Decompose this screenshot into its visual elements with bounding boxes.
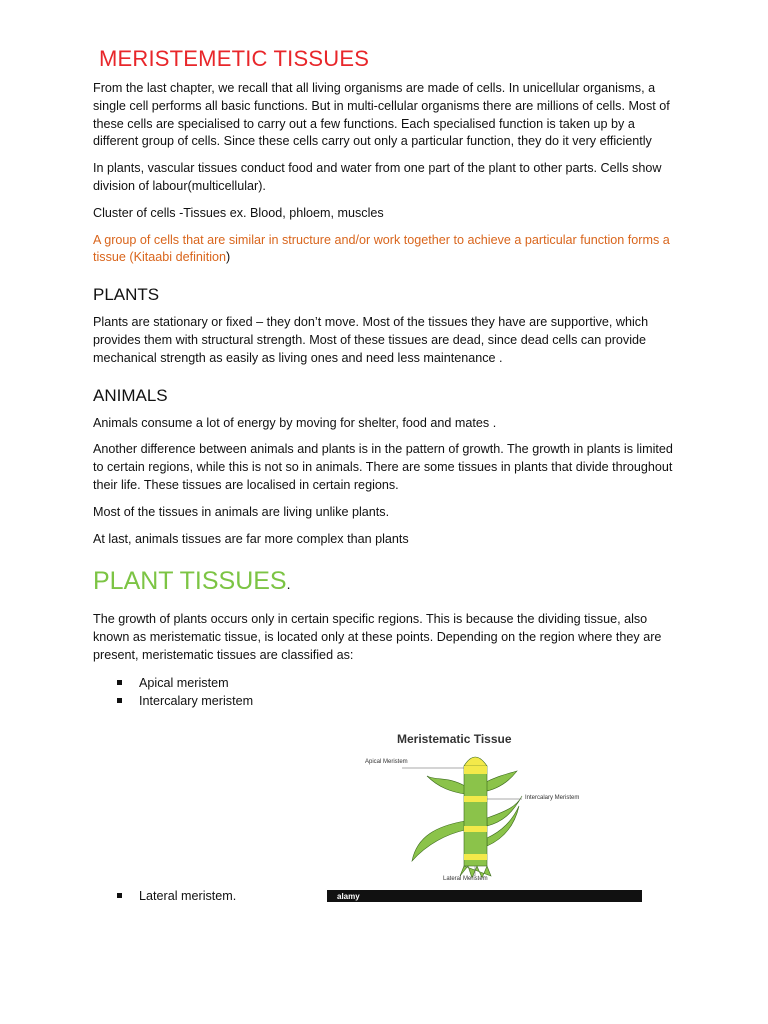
meristem-list [93, 674, 683, 710]
definition-close: ) [226, 250, 231, 265]
plant-tissues-heading-dot: . [286, 576, 291, 593]
square-bullet-icon [117, 893, 122, 898]
page-title: MERISTEMETIC TISSUES [99, 46, 370, 71]
list-item [93, 887, 393, 905]
intro-paragraph-3: Cluster of cells -Tissues ex. Blood, phloem, muscles [93, 205, 384, 220]
meristem-list-continued [93, 887, 393, 905]
square-bullet-icon [117, 698, 122, 703]
alamy-watermark: alamy [337, 892, 360, 901]
definition-paragraph [93, 232, 683, 268]
plant-tissues-heading [93, 564, 683, 601]
list-item-label: Lateral meristem. [139, 889, 237, 903]
document-page [93, 40, 683, 710]
animals-heading: ANIMALS [93, 385, 168, 405]
intro-paragraph-1: From the last chapter, we recall that all living organisms are made of cells. In unicellular organisms, a single cell performs all basic functions. But in multi-cellular organisms there are millions of cells. Most of these cells are specialised to carry out a few functions. Each specialised function is taken up by a different group of cells. Since these cells carry out only a particular function, they do it very efficiently [93, 81, 670, 149]
animals-paragraph-3: Most of the tissues in animals are living unlike plants. [93, 504, 390, 519]
list-item [93, 692, 683, 710]
plant-tissues-paragraph: The growth of plants occurs only in certain specific regions. This is because the dividing tissue, also known as meristematic tissue, is located only at these points. Depending on the region where they are present, meristematic tissues are classified as: [93, 612, 662, 662]
lateral-meristem-label: Lateral Meristem [443, 876, 488, 882]
figure-title: Meristematic Tissue [397, 732, 512, 746]
apical-meristem-label: Apical Meristem [365, 759, 408, 765]
plants-paragraph: Plants are stationary or fixed – they don’t move. Most of the tissues they have are supportive, which provides them with structural strength. Most of these tissues are dead, since dead cells can provide mechanical strength as easily as living ones and need less maintenance . [93, 315, 649, 365]
meristematic-tissue-figure [327, 726, 642, 902]
plant-tissues-heading-text: PLANT TISSUES [93, 567, 287, 596]
animals-paragraph-1: Animals consume a lot of energy by moving for shelter, food and mates . [93, 415, 497, 430]
definition-text: A group of cells that are similar in structure and/or work together to achieve a particular function forms a tissue (Kitaabi definition [93, 232, 670, 265]
plants-heading: PLANTS [93, 285, 160, 305]
animals-paragraph-2: Another difference between animals and plants is in the pattern of growth. The growth in plants is limited to certain regions, while this is not so in animals. There are some tissues in plants that divide throughout their life. These tissues are localised in certain regions. [93, 442, 673, 492]
animals-paragraph-4: At last, animals tissues are far more complex than plants [93, 531, 409, 546]
intro-paragraph-2: In plants, vascular tissues conduct food and water from one part of the plant to other parts. Cells show division of labour(multicellular). [93, 161, 662, 193]
intercalary-meristem-label: Intercalary Meristem [525, 795, 580, 801]
list-item-label: Intercalary meristem [139, 693, 254, 708]
list-item-label: Apical meristem [139, 675, 229, 690]
square-bullet-icon [117, 680, 122, 685]
list-item [93, 674, 683, 692]
